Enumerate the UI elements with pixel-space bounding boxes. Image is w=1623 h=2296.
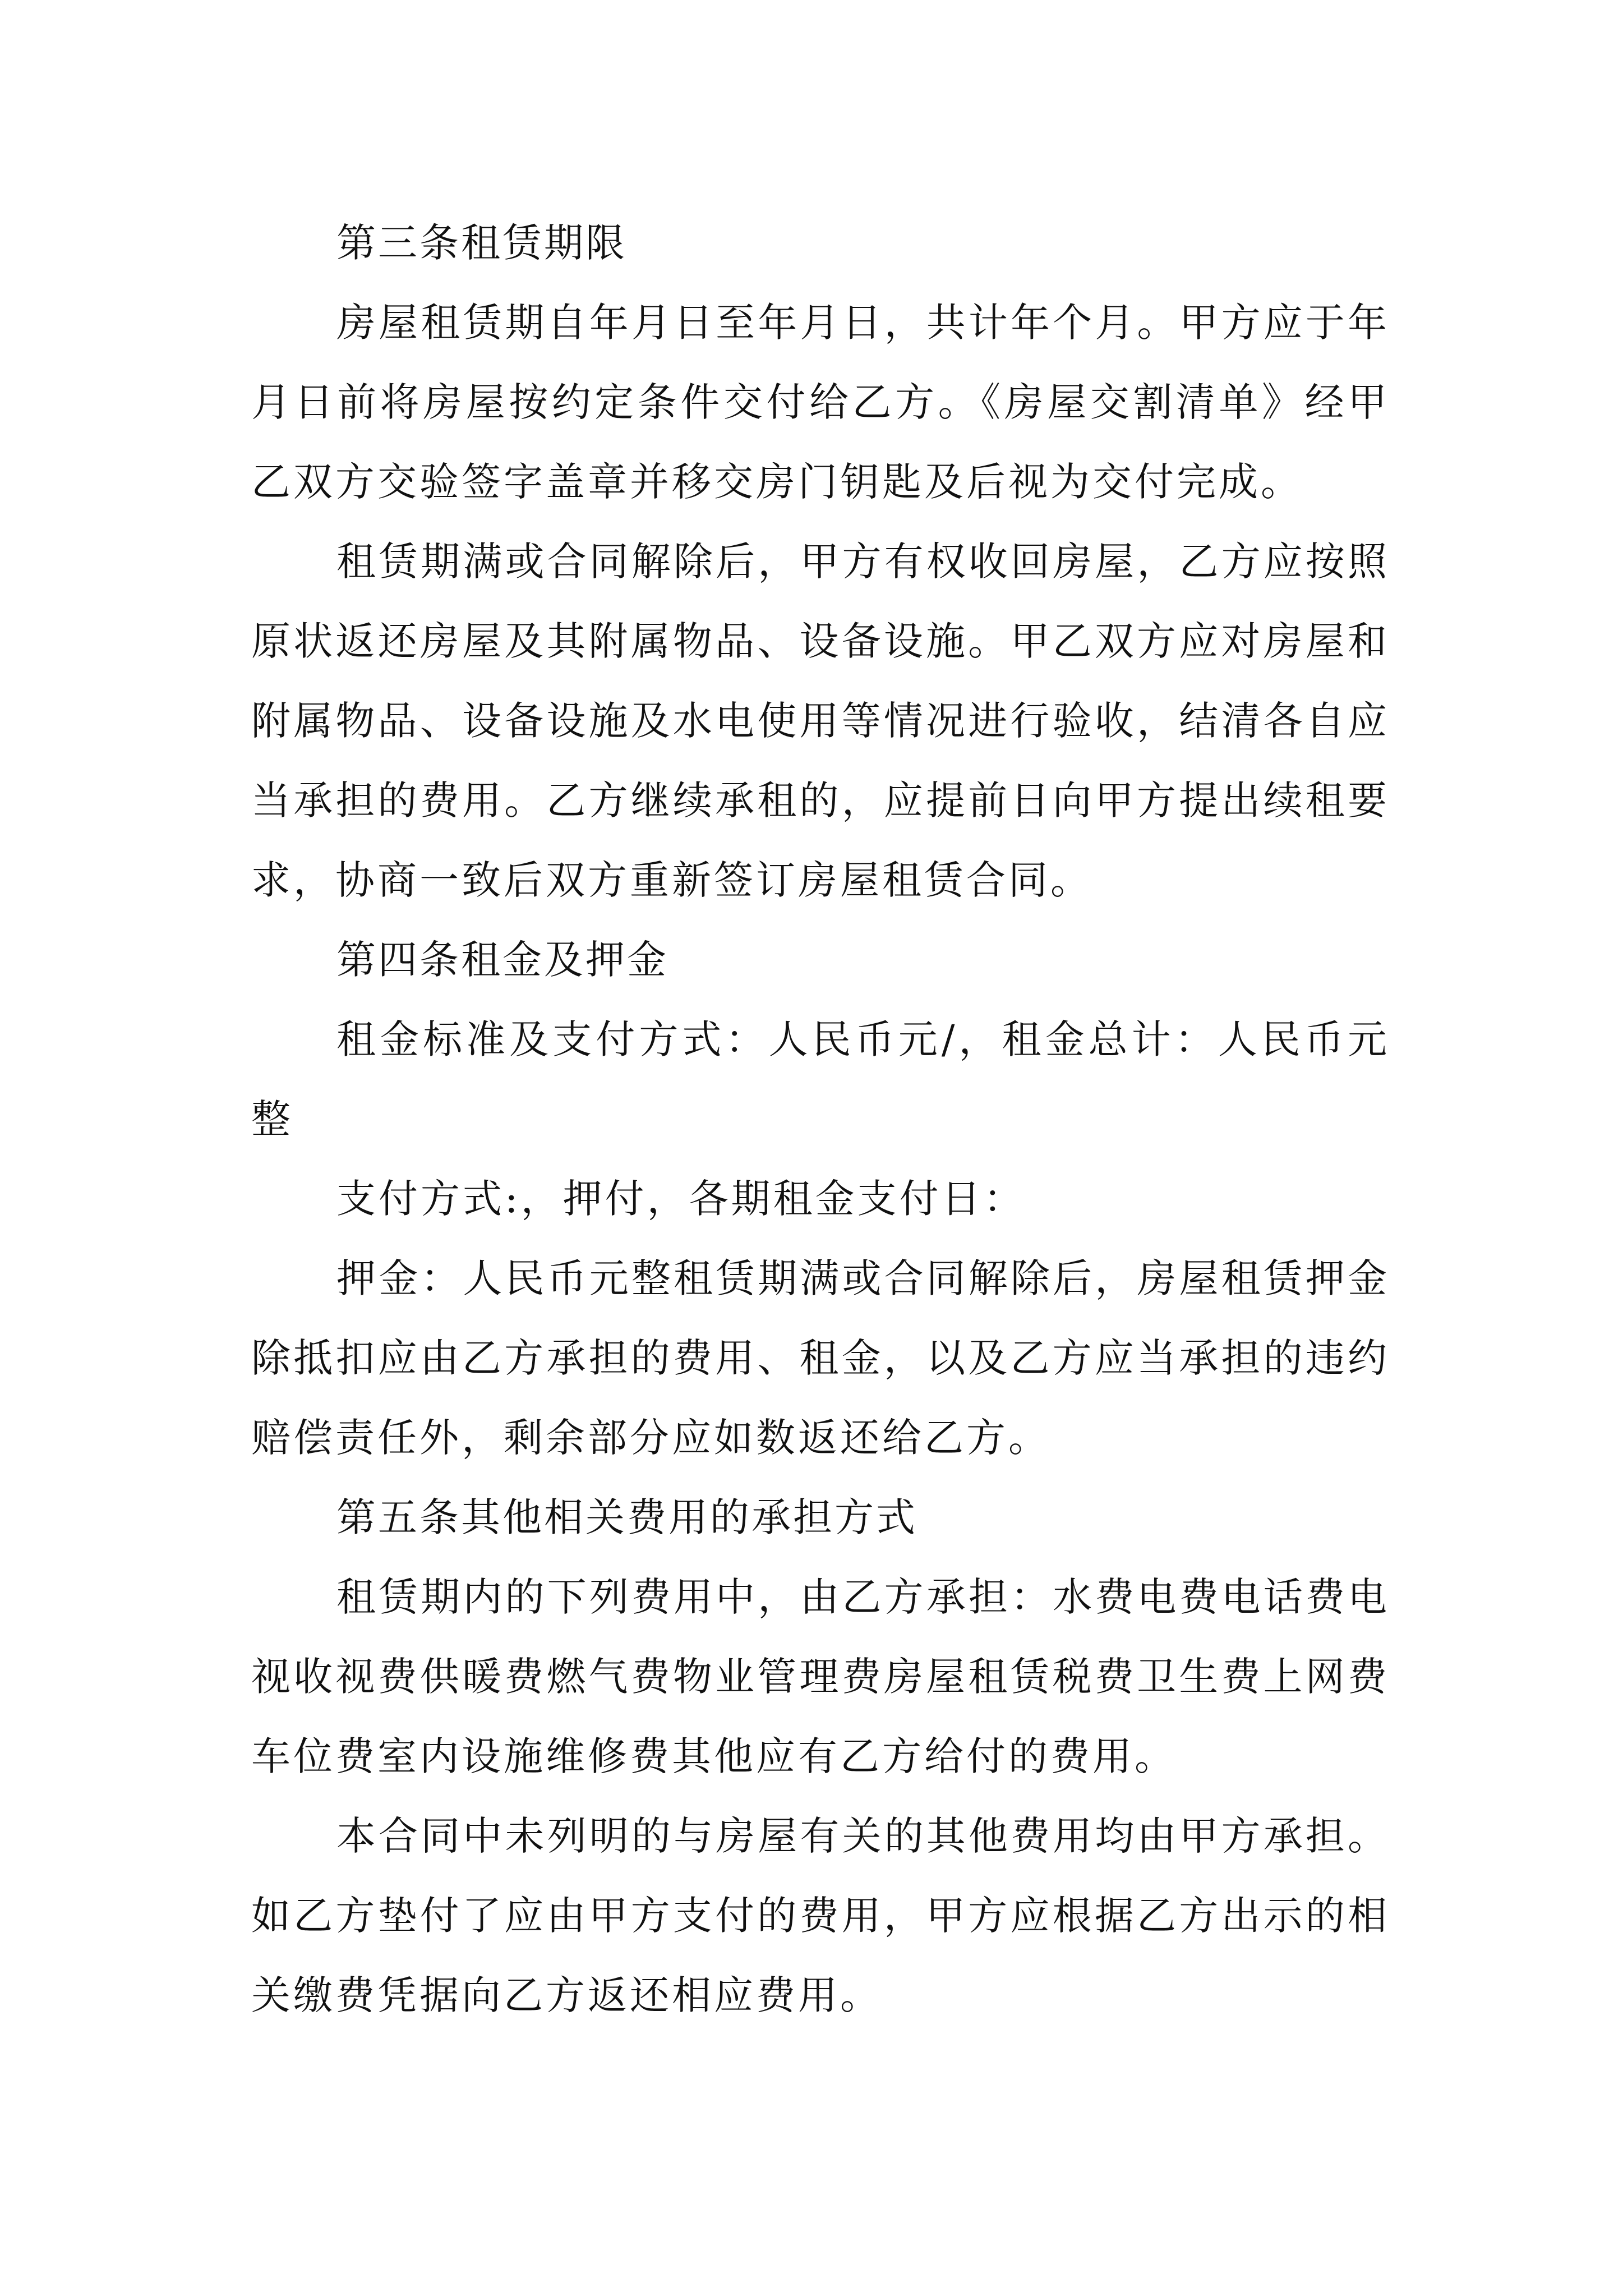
section-heading-rent-deposit: 第四条租金及押金 — [336, 937, 668, 983]
paragraph-lease-period: 房屋租赁期自年月日至年月日，共计年个月。甲方应于年月日前将房屋按约定条件交付给乙方。《房屋交割清单》经甲乙双方交验签字盖章并移交房门钥匙及后视为交付完成。 — [251, 300, 1390, 505]
paragraph-rent-standard: 租金标准及支付方式：人民币元/，租金总计：人民币元整 — [251, 1016, 1390, 1142]
paragraph-tenant-fees: 租赁期内的下列费用中，由乙方承担：水费电费电话费电视收视费供暖费燃气费物业管理费房屋租赁税费卫生费上网费车位费室内设施维修费其他应有乙方给付的费用。 — [251, 1574, 1390, 1779]
document-body — [251, 203, 1390, 2035]
paragraph-landlord-fees: 本合同中未列明的与房屋有关的其他费用均由甲方承担。如乙方垫付了应由甲方支付的费用，甲方应根据乙方出示的相关缴费凭据向乙方返还相应费用。 — [251, 1813, 1390, 2018]
paragraph-deposit: 押金：人民币元整租赁期满或合同解除后，房屋租赁押金除抵扣应由乙方承担的费用、租金，以及乙方应当承担的违约赔偿责任外，剩余部分应如数返还给乙方。 — [251, 1255, 1390, 1461]
section-heading-lease-term: 第三条租赁期限 — [336, 220, 627, 266]
section-heading-other-fees: 第五条其他相关费用的承担方式 — [336, 1494, 917, 1540]
paragraph-lease-expiry: 租赁期满或合同解除后，甲方有权收回房屋，乙方应按照原状返还房屋及其附属物品、设备设施。甲乙双方应对房屋和附属物品、设备设施及水电使用等情况进行验收，结清各自应当承担的费用。乙方继续承租的，应提前日向甲方提出续租要求，协商一致后双方重新签订房屋租赁合同。 — [251, 539, 1390, 903]
paragraph-payment-method: 支付方式:，押付，各期租金支付日： — [336, 1176, 1026, 1222]
